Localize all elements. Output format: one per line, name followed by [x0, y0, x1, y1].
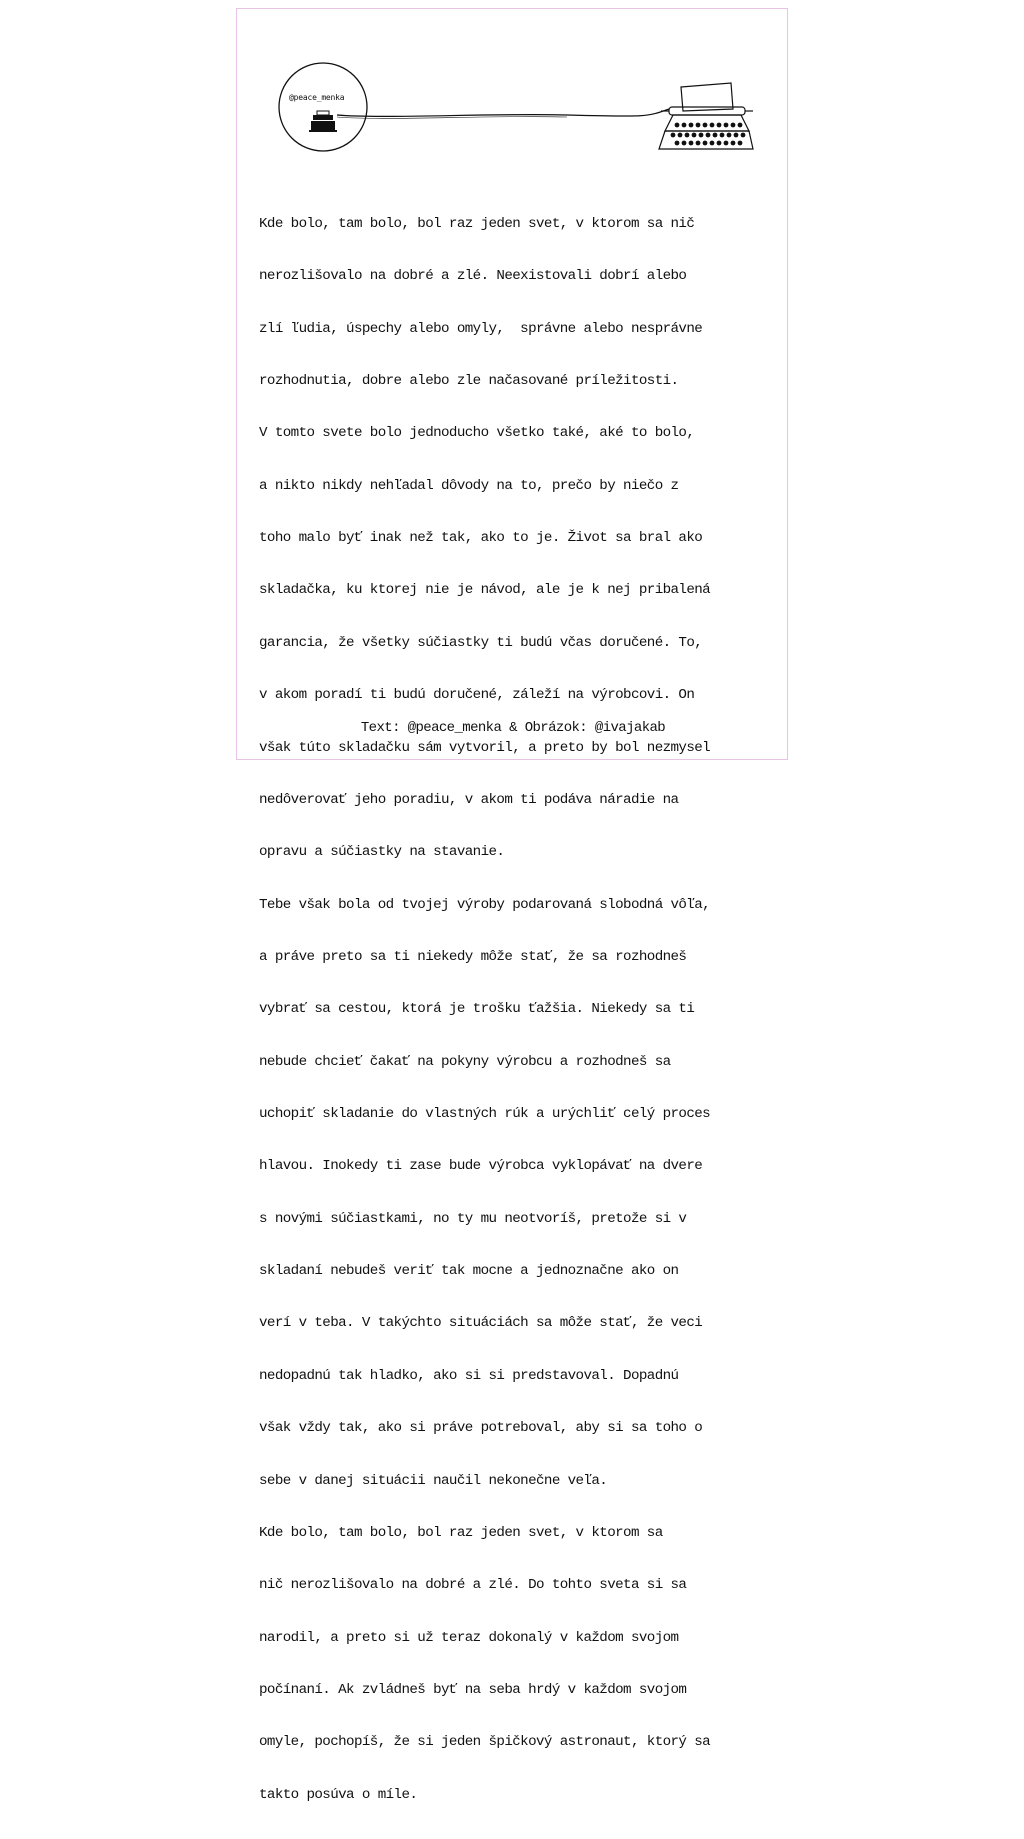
text-line: Tebe však bola od tvojej výroby podarovaná slobodná vôľa,: [259, 896, 711, 913]
text-line: a nikto nikdy nehľadal dôvody na to, prečo by niečo z: [259, 477, 679, 494]
text-line: vybrať sa cestou, ktorá je trošku ťažšia. Niekedy sa ti: [259, 1001, 695, 1018]
text-line: omyle, pochopíš, že si jeden špičkový astronaut, ktorý sa: [259, 1734, 711, 1751]
text-line: Kde bolo, tam bolo, bol raz jeden svet, v ktorom sa nič: [259, 215, 695, 232]
text-line: v akom poradí ti budú doručené, záleží na výrobcovi. On: [259, 687, 695, 704]
text-line: však vždy tak, ako si práve potreboval, aby si sa toho o: [259, 1420, 703, 1437]
text-line: skladačka, ku ktorej nie je návod, ale je k nej pribalená: [259, 582, 711, 599]
text-line: však túto skladačku sám vytvoril, a preto by bol nezmysel: [259, 739, 711, 756]
text-line: takto posúva o míle.: [259, 1786, 418, 1803]
text-line: hlavou. Inokedy ti zase bude výrobca vyklopávať na dvere: [259, 1158, 703, 1175]
text-line: nič nerozlišovalo na dobré a zlé. Do tohto sveta si sa: [259, 1577, 687, 1594]
text-line: V tomto svete bolo jednoducho všetko také, aké to bolo,: [259, 425, 695, 442]
text-line: s novými súčiastkami, no ty mu neotvoríš, pretože si v: [259, 1210, 687, 1227]
text-line: verí v teba. V takýchto situáciách sa môže stať, že veci: [259, 1315, 703, 1332]
document-page: [236, 8, 788, 1803]
text-line: Kde bolo, tam bolo, bol raz jeden svet, v ktorom sa: [259, 1524, 663, 1541]
logo-handle: @peace_menka: [289, 93, 345, 102]
small-typewriter-icon: [309, 111, 337, 132]
text-line: sebe v danej situácii naučil nekonečne veľa.: [259, 1472, 608, 1489]
text-line: nedopadnú tak hladko, ako si si predstavoval. Dopadnú: [259, 1367, 679, 1384]
text-line: narodil, a preto si už teraz dokonalý v každom svojom: [259, 1629, 679, 1646]
credit-line: Text: @peace_menka & Obrázok: @ivajakab: [360, 720, 666, 736]
text-line: nebude chcieť čakať na pokyny výrobcu a rozhodneš sa: [259, 1053, 671, 1070]
text-line: garancia, že všetky súčiastky ti budú včas doručené. To,: [259, 634, 703, 651]
text-line: zlí ľudia, úspechy alebo omyly, správne alebo nesprávne: [259, 320, 703, 337]
story-text: [259, 181, 779, 1839]
cable-line: [337, 109, 669, 116]
text-line: uchopiť skladanie do vlastných rúk a urýchliť celý proces: [259, 1106, 711, 1123]
logo-circle: [279, 63, 367, 151]
text-line: skladaní nebudeš veriť tak mocne a jednoznačne ako on: [259, 1263, 679, 1280]
text-line: toho malo byť inak než tak, ako to je. Život sa bral ako: [259, 530, 703, 547]
text-line: nerozlišovalo na dobré a zlé. Neexistovali dobrí alebo: [259, 268, 687, 285]
typewriter-icon: [659, 83, 753, 149]
text-line: opravu a súčiastky na stavanie.: [259, 844, 505, 861]
text-line: počínaní. Ak zvládneš byť na seba hrdý v každom svojom: [259, 1681, 687, 1698]
text-line: nedôverovať jeho poradiu, v akom ti podáva náradie na: [259, 791, 679, 808]
text-line: rozhodnutia, dobre alebo zle načasované príležitosti.: [259, 372, 679, 389]
text-line: a práve preto sa ti niekedy môže stať, že sa rozhodneš: [259, 948, 687, 965]
